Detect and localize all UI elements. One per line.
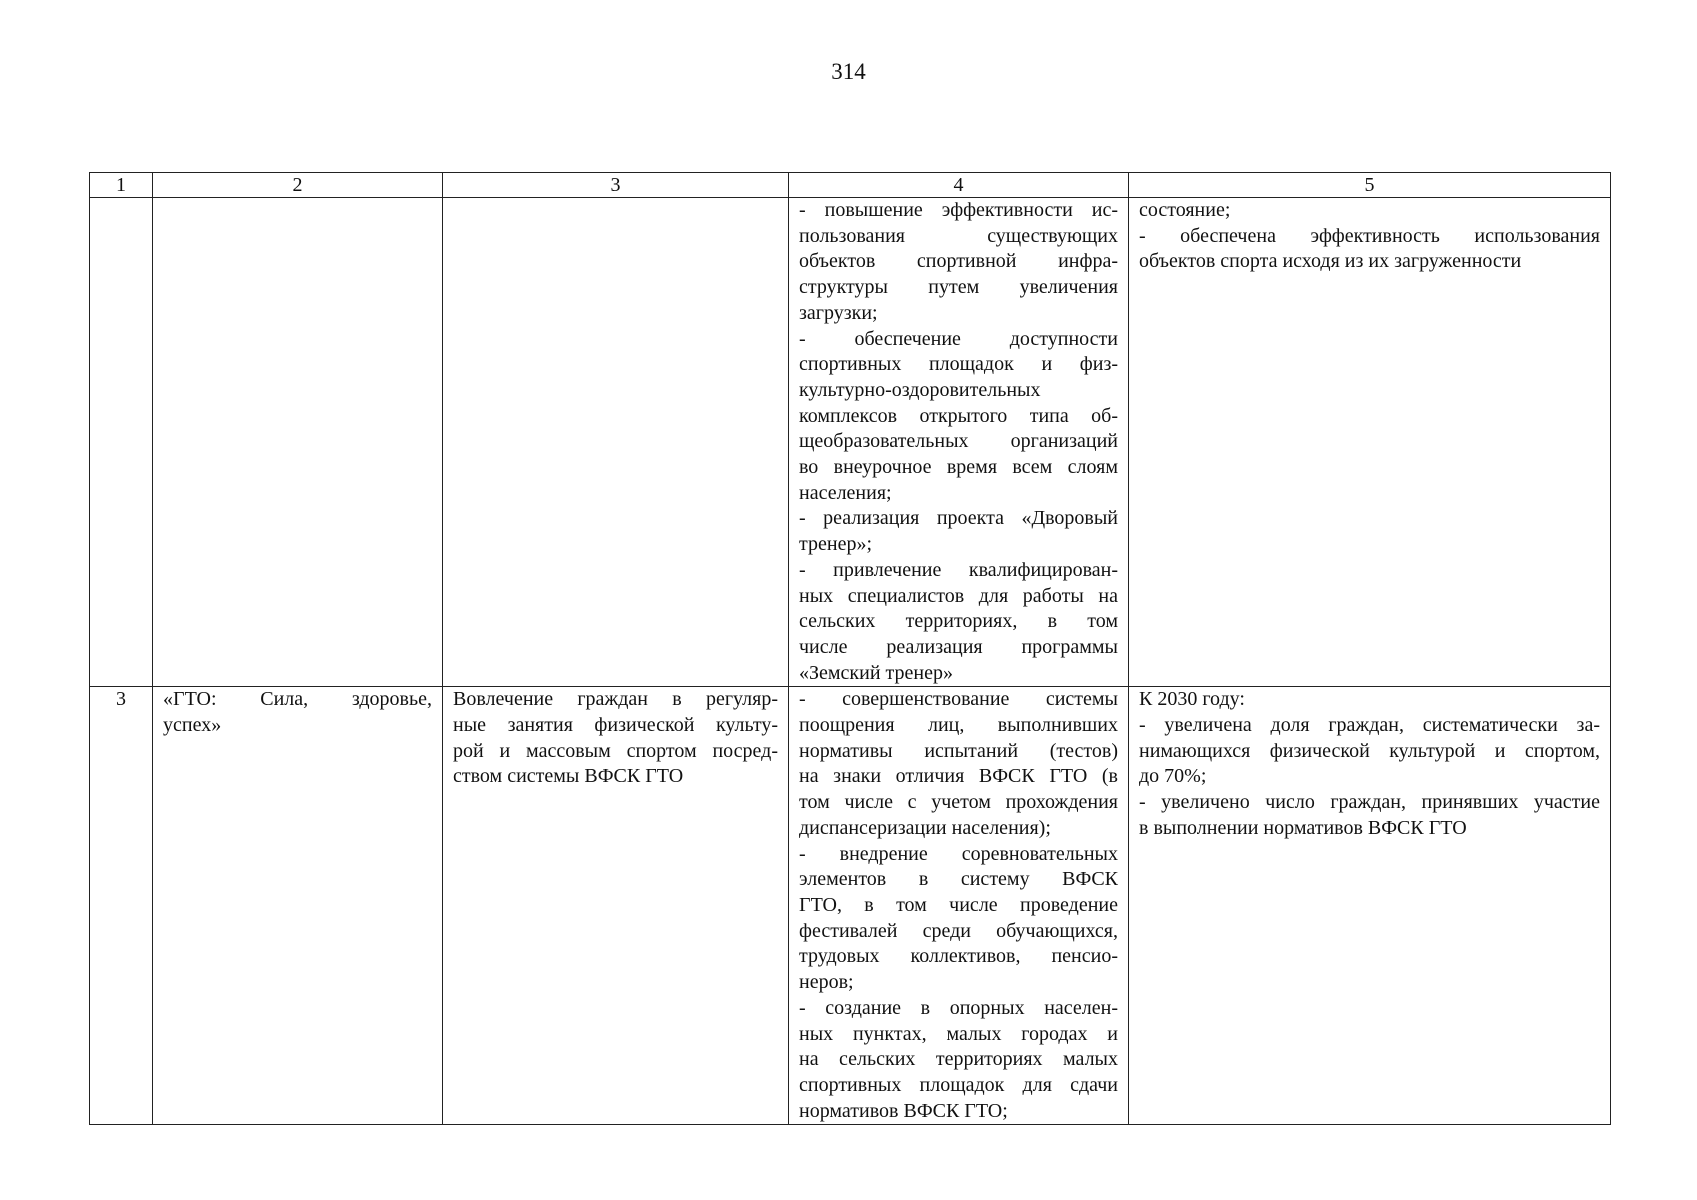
cell-text-line: щеобразовательных организаций <box>799 430 1118 453</box>
cell-text-line: диспансеризации населения); <box>799 816 1051 839</box>
row1-goal-cell <box>443 198 789 687</box>
cell-text-line: нормативов ВФСК ГТО; <box>799 1099 1008 1122</box>
row2-goal-cell <box>443 687 789 1125</box>
cell-text-line: - создание в опорных населен- <box>799 996 1118 1019</box>
cell-text-line: неров; <box>799 971 854 994</box>
cell-text-line: - обеспечена эффективность использования <box>1139 224 1600 247</box>
cell-text-line: населения; <box>799 481 892 504</box>
cell-text-line: до 70%; <box>1139 765 1207 788</box>
cell-text-line: ных пунктах, малых городах и <box>799 1022 1118 1045</box>
cell-text-line: нормативы испытаний (тестов) <box>799 739 1118 762</box>
cell-text-line: ных специалистов для работы на <box>799 584 1118 607</box>
row2-tasks-cell <box>789 687 1129 1125</box>
cell-text-line: в выполнении нормативов ВФСК ГТО <box>1139 816 1467 839</box>
row1-project-cell <box>153 198 443 687</box>
cell-text-line: сельских территориях, в том <box>799 610 1118 633</box>
header-col-1: 1 <box>90 173 153 198</box>
cell-text-line: на сельских территориях малых <box>799 1048 1118 1071</box>
table-row <box>90 198 1611 687</box>
cell-text-line: К 2030 году: <box>1139 688 1245 711</box>
cell-text-line: на знаки отличия ВФСК ГТО (в <box>799 765 1118 788</box>
cell-text-line: ством системы ВФСК ГТО <box>453 765 684 788</box>
cell-text-line: комплексов открытого типа об- <box>799 404 1118 427</box>
cell-text-line: - увеличена доля граждан, систематически за- <box>1139 714 1600 737</box>
cell-text-line: спортивных площадок и физ- <box>799 353 1118 376</box>
cell-text-line: элементов в систему ВФСК <box>799 868 1118 891</box>
cell-text-line: структуры путем увеличения <box>799 276 1118 299</box>
header-col-4: 4 <box>789 173 1129 198</box>
header-col-3: 3 <box>443 173 789 198</box>
cell-text-line: - обеспечение доступности <box>799 327 1118 350</box>
cell-text-line: загрузки; <box>799 301 878 324</box>
cell-text-line: - повышение эффективности ис- <box>799 199 1118 221</box>
row2-number-cell: 3 <box>90 687 153 1125</box>
cell-text-line: фестивалей среди обучающихся, <box>799 919 1118 942</box>
cell-text-line: объектов спорта исходя из их загруженности <box>1139 250 1522 273</box>
cell-text-line: спортивных площадок для сдачи <box>799 1073 1118 1096</box>
cell-text-line: культурно-оздоровительных <box>799 378 1041 401</box>
cell-text-line: объектов спортивной инфра- <box>799 250 1118 273</box>
row2-project-cell <box>153 687 443 1125</box>
cell-text-line: - привлечение квалифицирован- <box>799 558 1118 581</box>
cell-text-line: «ГТО: Сила, здоровье, <box>163 688 432 711</box>
cell-text-line: нимающихся физической культурой и спортом, <box>1139 739 1600 762</box>
table-row <box>90 687 1611 1125</box>
cell-text-line: тренер»; <box>799 533 872 556</box>
cell-text-line: поощрения лиц, выполнивших <box>799 714 1118 737</box>
cell-text-line: состояние; <box>1139 199 1231 221</box>
row1-number-cell <box>90 198 153 687</box>
cell-text-line: пользования существующих <box>799 224 1118 247</box>
cell-text-line: том числе с учетом прохождения <box>799 791 1118 814</box>
cell-text-line: во внеурочное время всем слоям <box>799 456 1118 479</box>
cell-text-line: - внедрение соревновательных <box>799 842 1118 865</box>
header-col-5: 5 <box>1129 173 1611 198</box>
cell-text-line: Вовлечение граждан в регуляр- <box>453 688 778 711</box>
cell-text-line: - реализация проекта «Дворовый <box>799 507 1118 530</box>
cell-text-line: рой и массовым спортом посред- <box>453 739 778 762</box>
page-number: 314 <box>831 59 866 84</box>
header-col-2: 2 <box>153 173 443 198</box>
cell-text-line: числе реализация программы <box>799 635 1118 658</box>
cell-text-line: - увеличено число граждан, принявших участие <box>1139 791 1600 814</box>
cell-text-line: - совершенствование системы <box>799 688 1118 711</box>
row1-tasks-cell <box>789 198 1129 687</box>
cell-text-line: «Земский тренер» <box>799 661 953 684</box>
table-header-row <box>90 173 1611 198</box>
cell-text-line: успех» <box>163 714 222 737</box>
program-table <box>89 172 1611 1125</box>
row1-results-cell <box>1129 198 1611 687</box>
cell-text-line: ГТО, в том числе проведение <box>799 893 1118 916</box>
row2-results-cell <box>1129 687 1611 1125</box>
cell-text-line: трудовых коллективов, пенсио- <box>799 945 1118 968</box>
cell-text-line: ные занятия физической культу- <box>453 714 778 737</box>
